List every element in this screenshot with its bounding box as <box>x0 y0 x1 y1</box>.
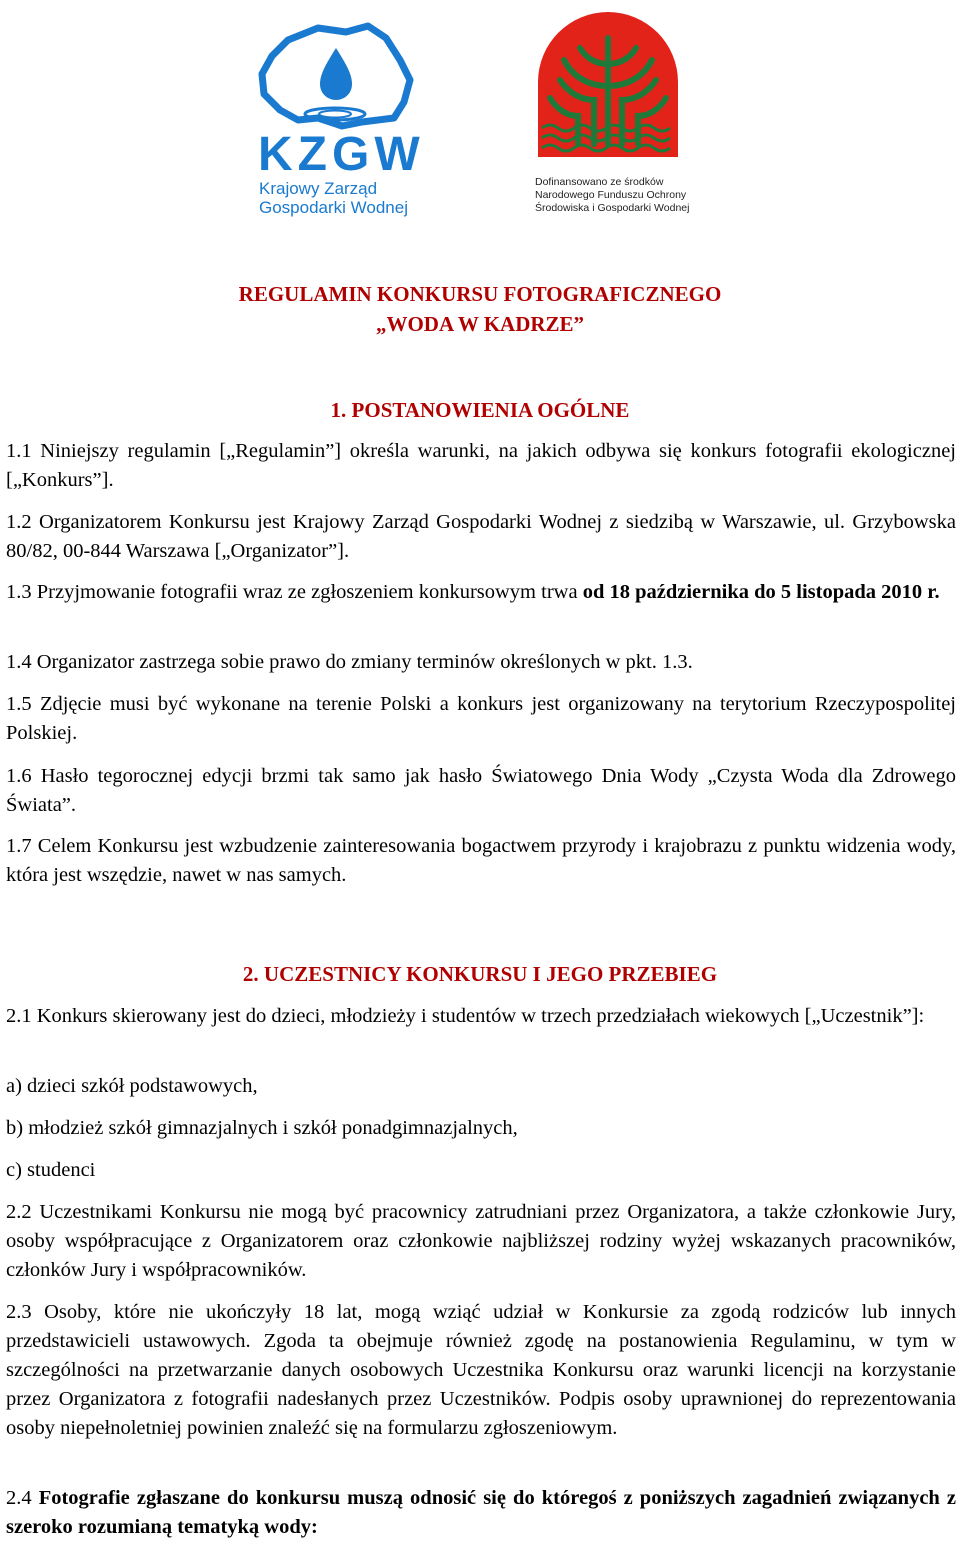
paragraph-1-2: 1.2 Organizatorem Konkursu jest Krajowy Zarząd Gospodarki Wodnej z siedzibą w Warszawie, ul. Grzybowska 80/82, 00-844 Warszawa [„Organizator”]. <box>6 511 956 562</box>
kzgw-logo <box>240 18 430 218</box>
paragraph-1-5: 1.5 Zdjęcie musi być wykonane na terenie Polski a konkurs jest organizowany na terytorium Rzeczypospolitej Polskiej. <box>6 693 956 744</box>
document-subtitle: „WODA W KADRZE” <box>375 312 585 336</box>
nfos-caption-line: Dofinansowano ze środków <box>535 176 664 188</box>
paragraph-2-4 <box>6 1484 956 1542</box>
paragraph-2-4-number: 2.4 <box>6 1487 39 1509</box>
paragraph-1-6: 1.6 Hasło tegorocznej edycji brzmi tak samo jak hasło Światowego Dnia Wody „Czysta Woda dla Zdrowego Świata”. <box>6 765 956 816</box>
paragraph-2-1: 2.1 Konkurs skierowany jest do dzieci, młodzieży i studentów w trzech przedziałach wiekowych [„Uczestnik”]: <box>6 1005 925 1027</box>
paragraph-1-1: 1.1 Niniejszy regulamin [„Regulamin”] określa warunki, na jakich odbywa się konkurs fotografii ekologicznej [„Konkurs”]. <box>6 440 956 491</box>
nfos-caption-line: Narodowego Funduszu Ochrony <box>535 189 687 201</box>
paragraph-2-2: 2.2 Uczestnikami Konkursu nie mogą być pracownicy zatrudniani przez Organizatora, a także członkowie Jury, osoby współpracujące z Organizatorem oraz członkowie najbliższej rodziny wyżej wskazanych pracowników, członków Jury i współpracowników. <box>6 1201 956 1281</box>
kzgw-line2: Gospodarki Wodnej <box>259 198 408 217</box>
section-2-heading: 2. UCZESTNICY KONKURSU I JEGO PRZEBIEG <box>242 962 718 986</box>
document-title: REGULAMIN KONKURSU FOTOGRAFICZNEGO <box>238 282 722 306</box>
nfos-caption-line: Środowiska i Gospodarki Wodnej <box>535 202 690 214</box>
list-item-c: c) studenci <box>6 1159 96 1181</box>
paragraph-1-4: 1.4 Organizator zastrzega sobie prawo do zmiany terminów określonych w pkt. 1.3. <box>6 651 693 673</box>
list-item-a: a) dzieci szkół podstawowych, <box>6 1075 258 1097</box>
paragraph-1-3-dates: od 18 października do 5 listopada 2010 r. <box>582 581 940 603</box>
paragraph-2-3: 2.3 Osoby, które nie ukończyły 18 lat, mogą wziąć udział w Konkursie za zgodą rodziców lub innych przedstawicieli ustawowych. Zgoda ta obejmuje również zgodę na postanowienia Regulaminu, w tym w szczególności na przetwarzanie danych osobowych Uczestnika Konkursu oraz warunki licencji na korzystanie przez Organizatora z fotografii nadesłanych przez Uczestników. Podpis osoby uprawnionej do reprezentowania osoby niepełnoletniej powinien znaleźć się na formularzu zgłoszeniowym. <box>6 1301 956 1439</box>
kzgw-line1: Krajowy Zarząd <box>259 179 378 198</box>
nfos-caption <box>535 176 695 215</box>
nfos-logo <box>528 4 688 159</box>
paragraph-1-3 <box>6 578 956 607</box>
list-item-b: b) młodzież szkół gimnazjalnych i szkół ponadgimnazjalnych, <box>6 1117 518 1139</box>
paragraph-2-4-text: Fotografie zgłaszane do konkursu muszą odnosić się do któregoś z poniższych zagadnień związanych z szeroko rozumianą tematyką wody: <box>6 1487 957 1538</box>
paragraph-1-7: 1.7 Celem Konkursu jest wzbudzenie zainteresowania bogactwem przyrody i krajobrazu z punktu widzenia wody, która jest wszędzie, nawet w nas samych. <box>6 835 956 886</box>
kzgw-map-drop-icon <box>240 18 430 218</box>
kzgw-abbr: KZGW <box>258 128 425 181</box>
section-1-heading: 1. POSTANOWIENIA OGÓLNE <box>330 398 630 422</box>
nfos-emblem-icon <box>528 4 688 159</box>
paragraph-1-3-text: 1.3 Przyjmowanie fotografii wraz ze zgłoszeniem konkursowym trwa <box>6 581 583 603</box>
